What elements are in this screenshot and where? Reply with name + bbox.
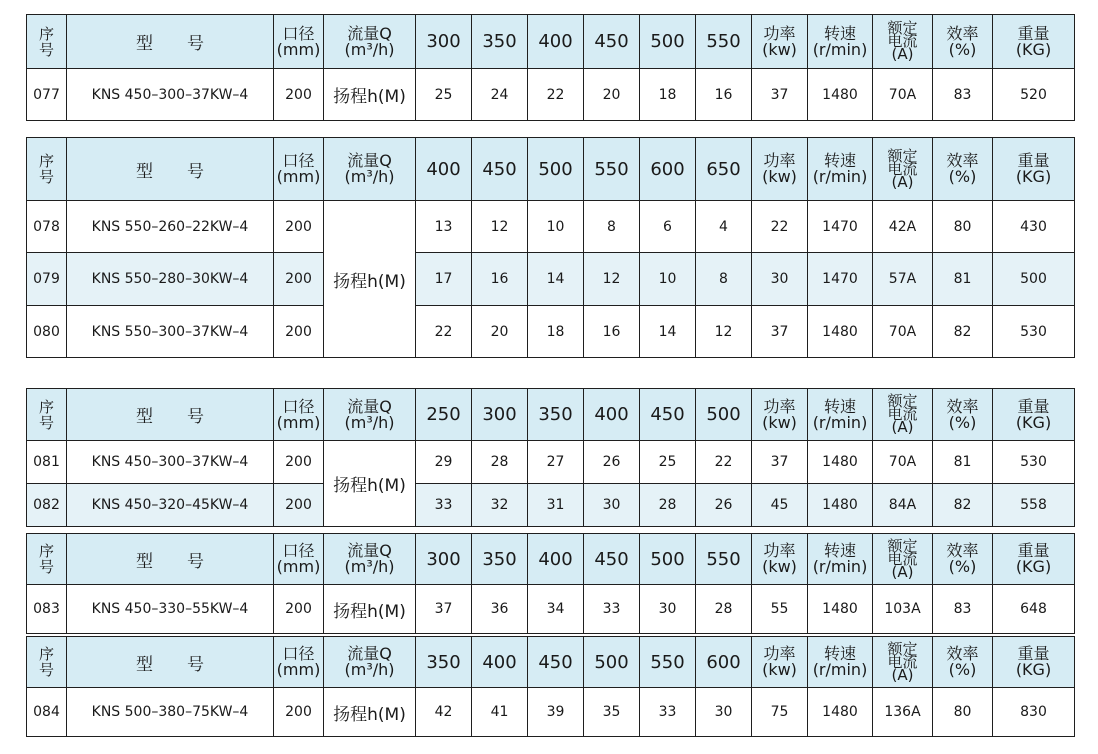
head-value-cell: 25 <box>640 441 696 484</box>
header-flow-value: 350 <box>472 534 528 585</box>
head-value-cell: 41 <box>472 688 528 737</box>
header-flow-value: 550 <box>696 534 752 585</box>
speed-cell: 1480 <box>808 688 873 737</box>
header-current <box>873 15 933 69</box>
header-seq: 序号 <box>27 138 67 201</box>
header-model: 型 号 <box>67 637 274 688</box>
header-flow-value: 400 <box>528 15 584 69</box>
header-current-line: (A) <box>891 45 914 63</box>
header-model: 型 号 <box>67 138 274 201</box>
bore-cell: 200 <box>274 253 324 306</box>
header-bore-line: (mm) <box>276 167 321 186</box>
header-current-line: 额定 <box>887 19 918 37</box>
model-cell: KNS 550–300–37KW–4 <box>67 306 274 358</box>
header-current-line: (A) <box>891 418 914 436</box>
head-value-cell: 31 <box>528 484 584 527</box>
head-value-cell: 18 <box>528 306 584 358</box>
header-speed-line: (r/min) <box>812 39 868 59</box>
head-value-cell: 30 <box>696 688 752 737</box>
header-power-line: (kw) <box>762 660 797 679</box>
power-cell: 22 <box>752 201 808 253</box>
header-current-line: 额定 <box>887 639 918 658</box>
weight-cell: 430 <box>993 201 1075 253</box>
header-bore-line: 口径 <box>282 541 315 560</box>
head-value-cell: 22 <box>696 441 752 484</box>
head-value-cell: 30 <box>584 484 640 527</box>
header-efficiency-line: 效率 <box>946 541 979 560</box>
speed-cell: 1470 <box>808 253 873 306</box>
head-value-cell: 16 <box>584 306 640 358</box>
spec-table <box>26 388 1075 527</box>
header-current <box>873 389 933 441</box>
header-power-line: 功率 <box>763 23 796 43</box>
head-value-cell: 12 <box>696 306 752 358</box>
header-flow-value: 300 <box>416 534 472 585</box>
header-flow <box>324 138 416 201</box>
speed-cell: 1480 <box>808 585 873 634</box>
header-weight-line: (KG) <box>1015 412 1052 432</box>
header-power-line: 功率 <box>763 644 796 663</box>
header-bore <box>274 138 324 201</box>
speed-cell: 1480 <box>808 441 873 484</box>
header-weight-line: 重量 <box>1017 151 1050 170</box>
head-label-cell: 扬程h(M) <box>324 688 416 737</box>
header-flow <box>324 637 416 688</box>
efficiency-cell: 83 <box>933 585 993 634</box>
header-flow-value: 350 <box>472 15 528 69</box>
header-flow-value: 300 <box>472 389 528 441</box>
bore-cell: 200 <box>274 69 324 121</box>
header-row <box>27 389 1075 441</box>
speed-cell: 1480 <box>808 306 873 358</box>
head-value-cell: 18 <box>640 69 696 121</box>
header-speed-line: 转速 <box>823 151 856 170</box>
head-value-cell: 20 <box>472 306 528 358</box>
weight-cell: 500 <box>993 253 1075 306</box>
head-value-cell: 22 <box>528 69 584 121</box>
header-speed-line: 转速 <box>823 23 856 43</box>
header-flow <box>324 389 416 441</box>
header-bore <box>274 15 324 69</box>
header-power-line: 功率 <box>763 541 796 560</box>
seq-cell: 082 <box>27 484 67 527</box>
header-flow-line: (m³/h) <box>344 557 395 576</box>
header-seq: 序号 <box>27 15 67 69</box>
head-value-cell: 36 <box>472 585 528 634</box>
bore-cell: 200 <box>274 484 324 527</box>
current-cell: 57A <box>873 253 933 306</box>
header-efficiency-line: (%) <box>948 660 977 679</box>
header-power-line: (kw) <box>762 412 797 432</box>
header-flow <box>324 15 416 69</box>
header-weight <box>993 637 1075 688</box>
header-efficiency-line: (%) <box>948 167 977 186</box>
header-flow-value: 350 <box>528 389 584 441</box>
head-label-cell: 扬程h(M) <box>324 69 416 121</box>
header-flow-value: 250 <box>416 389 472 441</box>
header-seq: 序号 <box>27 534 67 585</box>
power-cell: 75 <box>752 688 808 737</box>
head-value-cell: 33 <box>416 484 472 527</box>
power-cell: 37 <box>752 306 808 358</box>
model-cell: KNS 450–330–55KW–4 <box>67 585 274 634</box>
header-row <box>27 15 1075 69</box>
seq-cell: 077 <box>27 69 67 121</box>
header-efficiency <box>933 534 993 585</box>
head-value-cell: 20 <box>584 69 640 121</box>
head-value-cell: 8 <box>584 201 640 253</box>
bore-cell: 200 <box>274 441 324 484</box>
head-value-cell: 28 <box>472 441 528 484</box>
header-flow-value: 400 <box>416 138 472 201</box>
model-cell: KNS 500–380–75KW–4 <box>67 688 274 737</box>
header-bore-line: 口径 <box>282 644 315 663</box>
header-flow-line: (m³/h) <box>344 167 395 186</box>
head-value-cell: 28 <box>696 585 752 634</box>
efficiency-cell: 80 <box>933 688 993 737</box>
power-cell: 45 <box>752 484 808 527</box>
header-speed <box>808 534 873 585</box>
weight-cell: 648 <box>993 585 1075 634</box>
header-weight-line: (KG) <box>1015 39 1052 59</box>
header-bore-line: (mm) <box>276 557 321 576</box>
head-value-cell: 39 <box>528 688 584 737</box>
header-flow-value: 400 <box>528 534 584 585</box>
seq-cell: 081 <box>27 441 67 484</box>
header-speed <box>808 138 873 201</box>
header-flow-value: 650 <box>696 138 752 201</box>
header-speed <box>808 15 873 69</box>
header-efficiency <box>933 15 993 69</box>
head-value-cell: 26 <box>696 484 752 527</box>
efficiency-cell: 83 <box>933 69 993 121</box>
seq-cell: 080 <box>27 306 67 358</box>
spec-table <box>26 636 1075 737</box>
header-weight-line: 重量 <box>1017 396 1050 416</box>
header-weight-line: (KG) <box>1015 557 1052 576</box>
header-power-line: 功率 <box>763 151 796 170</box>
header-current-line: 电流 <box>887 405 918 423</box>
header-weight-line: (KG) <box>1015 167 1052 186</box>
header-model: 型 号 <box>67 15 274 69</box>
header-current-line: (A) <box>891 665 914 684</box>
spec-table-block <box>26 137 1074 358</box>
head-value-cell: 33 <box>640 688 696 737</box>
header-seq: 序号 <box>27 637 67 688</box>
header-current <box>873 637 933 688</box>
head-value-cell: 22 <box>416 306 472 358</box>
header-current-line: (A) <box>891 562 914 581</box>
head-value-cell: 16 <box>472 253 528 306</box>
head-label-cell: 扬程h(M) <box>324 441 416 527</box>
table-row <box>27 484 1075 527</box>
spec-table-block <box>26 636 1074 737</box>
speed-cell: 1470 <box>808 201 873 253</box>
efficiency-cell: 81 <box>933 253 993 306</box>
header-power-line: 功率 <box>763 396 796 416</box>
header-bore-line: 口径 <box>282 151 315 170</box>
header-efficiency-line: 效率 <box>946 644 979 663</box>
header-weight-line: 重量 <box>1017 541 1050 560</box>
head-value-cell: 25 <box>416 69 472 121</box>
header-power-line: (kw) <box>762 39 797 59</box>
head-value-cell: 17 <box>416 253 472 306</box>
header-flow-value: 450 <box>584 534 640 585</box>
header-weight-line: (KG) <box>1015 660 1052 679</box>
head-value-cell: 12 <box>472 201 528 253</box>
table-row <box>27 585 1075 634</box>
weight-cell: 520 <box>993 69 1075 121</box>
seq-cell: 083 <box>27 585 67 634</box>
header-weight <box>993 534 1075 585</box>
header-speed-line: 转速 <box>823 396 856 416</box>
seq-cell: 084 <box>27 688 67 737</box>
weight-cell: 830 <box>993 688 1075 737</box>
header-current-line: 额定 <box>887 146 918 165</box>
model-cell: KNS 550–260–22KW–4 <box>67 201 274 253</box>
header-flow-value: 550 <box>640 637 696 688</box>
table-row <box>27 688 1075 737</box>
header-flow-value: 600 <box>640 138 696 201</box>
header-flow <box>324 534 416 585</box>
power-cell: 30 <box>752 253 808 306</box>
header-power <box>752 389 808 441</box>
header-speed-line: (r/min) <box>812 557 868 576</box>
header-flow-value: 450 <box>584 15 640 69</box>
header-flow-value: 350 <box>416 637 472 688</box>
header-power-line: (kw) <box>762 167 797 186</box>
header-flow-value: 500 <box>584 637 640 688</box>
head-value-cell: 34 <box>528 585 584 634</box>
header-bore <box>274 534 324 585</box>
spec-table <box>26 137 1075 358</box>
header-current-line: (A) <box>891 172 914 191</box>
header-bore-line: (mm) <box>276 412 321 432</box>
header-current-line: 电流 <box>887 32 918 50</box>
header-seq: 序号 <box>27 389 67 441</box>
header-flow-value: 500 <box>640 534 696 585</box>
header-flow-line: 流量Q <box>347 644 392 663</box>
current-cell: 103A <box>873 585 933 634</box>
header-efficiency-line: (%) <box>948 557 977 576</box>
header-flow-value: 450 <box>472 138 528 201</box>
head-value-cell: 4 <box>696 201 752 253</box>
header-current-line: 额定 <box>887 536 918 555</box>
head-value-cell: 13 <box>416 201 472 253</box>
header-power <box>752 138 808 201</box>
table-row <box>27 306 1075 358</box>
header-weight <box>993 138 1075 201</box>
head-value-cell: 14 <box>640 306 696 358</box>
bore-cell: 200 <box>274 306 324 358</box>
current-cell: 70A <box>873 69 933 121</box>
table-row <box>27 441 1075 484</box>
spec-table-block <box>26 533 1074 634</box>
head-value-cell: 24 <box>472 69 528 121</box>
header-weight <box>993 15 1075 69</box>
weight-cell: 558 <box>993 484 1075 527</box>
header-model: 型 号 <box>67 534 274 585</box>
header-power-line: (kw) <box>762 557 797 576</box>
header-efficiency <box>933 389 993 441</box>
header-flow-value: 600 <box>696 637 752 688</box>
current-cell: 84A <box>873 484 933 527</box>
header-flow-line: 流量Q <box>347 151 392 170</box>
header-speed <box>808 389 873 441</box>
head-value-cell: 28 <box>640 484 696 527</box>
header-efficiency <box>933 138 993 201</box>
head-value-cell: 16 <box>696 69 752 121</box>
header-flow-value: 400 <box>584 389 640 441</box>
seq-cell: 079 <box>27 253 67 306</box>
bore-cell: 200 <box>274 201 324 253</box>
header-flow-value: 450 <box>640 389 696 441</box>
header-row <box>27 534 1075 585</box>
header-flow-value: 550 <box>696 15 752 69</box>
header-flow-value: 500 <box>696 389 752 441</box>
head-value-cell: 14 <box>528 253 584 306</box>
head-value-cell: 10 <box>640 253 696 306</box>
header-model: 型 号 <box>67 389 274 441</box>
header-power <box>752 637 808 688</box>
header-flow-line: (m³/h) <box>344 39 395 59</box>
current-cell: 42A <box>873 201 933 253</box>
header-efficiency-line: (%) <box>948 39 977 59</box>
head-value-cell: 26 <box>584 441 640 484</box>
weight-cell: 530 <box>993 306 1075 358</box>
head-value-cell: 33 <box>584 585 640 634</box>
head-value-cell: 6 <box>640 201 696 253</box>
model-cell: KNS 550–280–30KW–4 <box>67 253 274 306</box>
header-flow-value: 550 <box>584 138 640 201</box>
header-efficiency <box>933 637 993 688</box>
header-bore-line: (mm) <box>276 660 321 679</box>
spec-table <box>26 533 1075 634</box>
header-flow-value: 500 <box>528 138 584 201</box>
head-value-cell: 12 <box>584 253 640 306</box>
head-value-cell: 32 <box>472 484 528 527</box>
header-speed-line: (r/min) <box>812 660 868 679</box>
header-bore-line: 口径 <box>282 396 315 416</box>
model-cell: KNS 450–300–37KW–4 <box>67 69 274 121</box>
header-row <box>27 138 1075 201</box>
table-row <box>27 69 1075 121</box>
header-row <box>27 637 1075 688</box>
header-current <box>873 534 933 585</box>
header-flow-line: 流量Q <box>347 396 392 416</box>
header-current <box>873 138 933 201</box>
power-cell: 37 <box>752 69 808 121</box>
head-label-cell: 扬程h(M) <box>324 201 416 358</box>
model-cell: KNS 450–320–45KW–4 <box>67 484 274 527</box>
power-cell: 37 <box>752 441 808 484</box>
spec-table <box>26 14 1075 121</box>
header-speed-line: 转速 <box>823 644 856 663</box>
efficiency-cell: 80 <box>933 201 993 253</box>
head-value-cell: 30 <box>640 585 696 634</box>
header-flow-value: 500 <box>640 15 696 69</box>
bore-cell: 200 <box>274 585 324 634</box>
head-label-cell: 扬程h(M) <box>324 585 416 634</box>
header-flow-line: 流量Q <box>347 541 392 560</box>
speed-cell: 1480 <box>808 484 873 527</box>
spec-table-block <box>26 14 1074 121</box>
head-value-cell: 29 <box>416 441 472 484</box>
table-row <box>27 201 1075 253</box>
header-current-line: 额定 <box>887 392 918 410</box>
header-bore-line: 口径 <box>282 23 315 43</box>
header-flow-value: 400 <box>472 637 528 688</box>
head-value-cell: 35 <box>584 688 640 737</box>
header-efficiency-line: 效率 <box>946 396 979 416</box>
bore-cell: 200 <box>274 688 324 737</box>
header-current-line: 电流 <box>887 549 918 568</box>
header-current-line: 电流 <box>887 652 918 671</box>
seq-cell: 078 <box>27 201 67 253</box>
efficiency-cell: 82 <box>933 484 993 527</box>
header-speed <box>808 637 873 688</box>
spec-table-block <box>26 388 1074 527</box>
header-bore <box>274 389 324 441</box>
head-value-cell: 8 <box>696 253 752 306</box>
header-efficiency-line: 效率 <box>946 23 979 43</box>
head-value-cell: 27 <box>528 441 584 484</box>
efficiency-cell: 82 <box>933 306 993 358</box>
header-power <box>752 534 808 585</box>
header-bore <box>274 637 324 688</box>
header-bore-line: (mm) <box>276 39 321 59</box>
table-row <box>27 253 1075 306</box>
header-efficiency-line: (%) <box>948 412 977 432</box>
header-power <box>752 15 808 69</box>
power-cell: 55 <box>752 585 808 634</box>
header-flow-line: (m³/h) <box>344 660 395 679</box>
header-current-line: 电流 <box>887 159 918 178</box>
weight-cell: 530 <box>993 441 1075 484</box>
header-speed-line: (r/min) <box>812 412 868 432</box>
header-weight-line: 重量 <box>1017 23 1050 43</box>
header-speed-line: 转速 <box>823 541 856 560</box>
header-flow-line: 流量Q <box>347 23 392 43</box>
header-weight-line: 重量 <box>1017 644 1050 663</box>
header-flow-value: 300 <box>416 15 472 69</box>
head-value-cell: 42 <box>416 688 472 737</box>
current-cell: 70A <box>873 441 933 484</box>
header-flow-line: (m³/h) <box>344 412 395 432</box>
current-cell: 70A <box>873 306 933 358</box>
header-weight <box>993 389 1075 441</box>
header-flow-value: 450 <box>528 637 584 688</box>
current-cell: 136A <box>873 688 933 737</box>
head-value-cell: 10 <box>528 201 584 253</box>
speed-cell: 1480 <box>808 69 873 121</box>
model-cell: KNS 450–300–37KW–4 <box>67 441 274 484</box>
header-efficiency-line: 效率 <box>946 151 979 170</box>
header-speed-line: (r/min) <box>812 167 868 186</box>
efficiency-cell: 81 <box>933 441 993 484</box>
head-value-cell: 37 <box>416 585 472 634</box>
